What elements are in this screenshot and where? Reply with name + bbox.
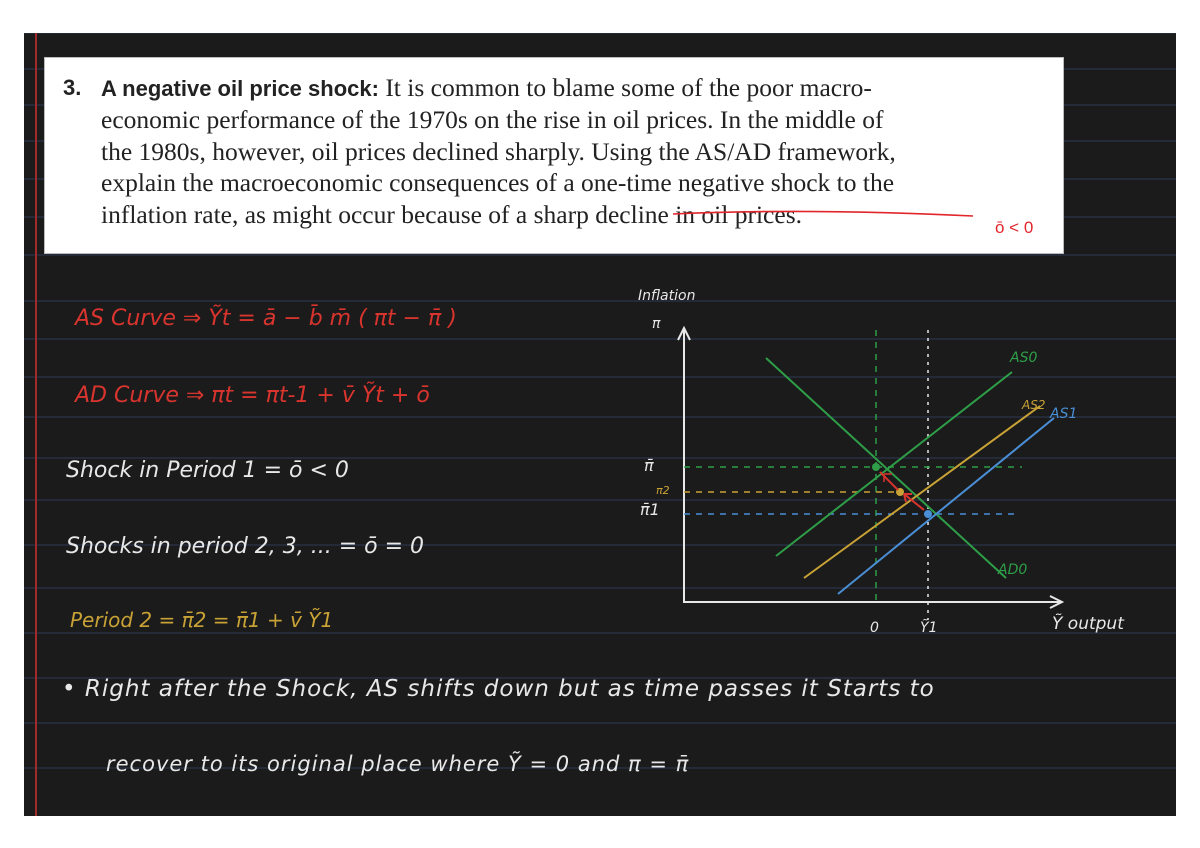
question-line-4: explain the macroeconomic consequences of a one-time negative shock to the — [101, 168, 895, 198]
y-tick-pi2: π2 — [656, 484, 670, 497]
shock-period-1: Shock in Period 1 = ō < 0 — [66, 458, 349, 483]
question-line-2: economic performance of the 1970s on the rise in oil prices. In the middle of — [101, 105, 884, 135]
y-tick-pi-bar: π̄ — [644, 456, 654, 475]
label-as2: AS2 — [1022, 398, 1046, 412]
margin-note: ō < 0 — [995, 218, 1034, 237]
y-axis-symbol: π — [652, 316, 661, 332]
label-ad0: AD0 — [998, 562, 1028, 578]
ad-curve-equation: AD Curve ⇒ πt = πt-1 + v̄ Ỹt + ō — [75, 383, 430, 408]
bullet-line-2: recover to its original place where Ỹ = 0 and π = π̄ — [106, 752, 690, 776]
as2-curve — [804, 406, 1040, 578]
question-line-3: the 1980s, however, oil prices declined sharply. Using the AS/AD framework, — [101, 136, 896, 166]
equilibrium-1 — [924, 510, 932, 518]
question-number: 3. — [63, 75, 82, 100]
y-tick-pi1: π̄1 — [640, 500, 660, 519]
ad0-curve — [766, 358, 1006, 578]
question-line-5: inflation rate, as might occur because of a sharp decline in oil prices. — [101, 199, 802, 229]
x-tick-zero: 0 — [870, 620, 879, 636]
equilibrium-0 — [872, 463, 880, 471]
shocks-later-periods: Shocks in period 2, 3, ... = ō = 0 — [66, 534, 425, 559]
x-axis-label: Ỹ output — [1052, 614, 1124, 634]
question-lead: A negative oil price shock: — [101, 76, 379, 101]
period-2-equation: Period 2 = π̄2 = π̄1 + v̄ Ỹ1 — [70, 608, 334, 632]
label-as1: AS1 — [1050, 406, 1078, 422]
question-line-1: A negative oil price shock: It is common to blame some of the poor macro- — [101, 73, 872, 102]
label-as0: AS0 — [1010, 350, 1038, 366]
y-axis-label: Inflation — [638, 288, 696, 304]
as-curve-equation: AS Curve ⇒ Ỹt = ā − b̄ m̄ ( πt − π̄ ) — [75, 306, 457, 331]
bullet-line-1: • Right after the Shock, AS shifts down but as time passes it Starts to — [62, 676, 935, 702]
x-tick-y1: Ỹ1 — [920, 620, 938, 636]
